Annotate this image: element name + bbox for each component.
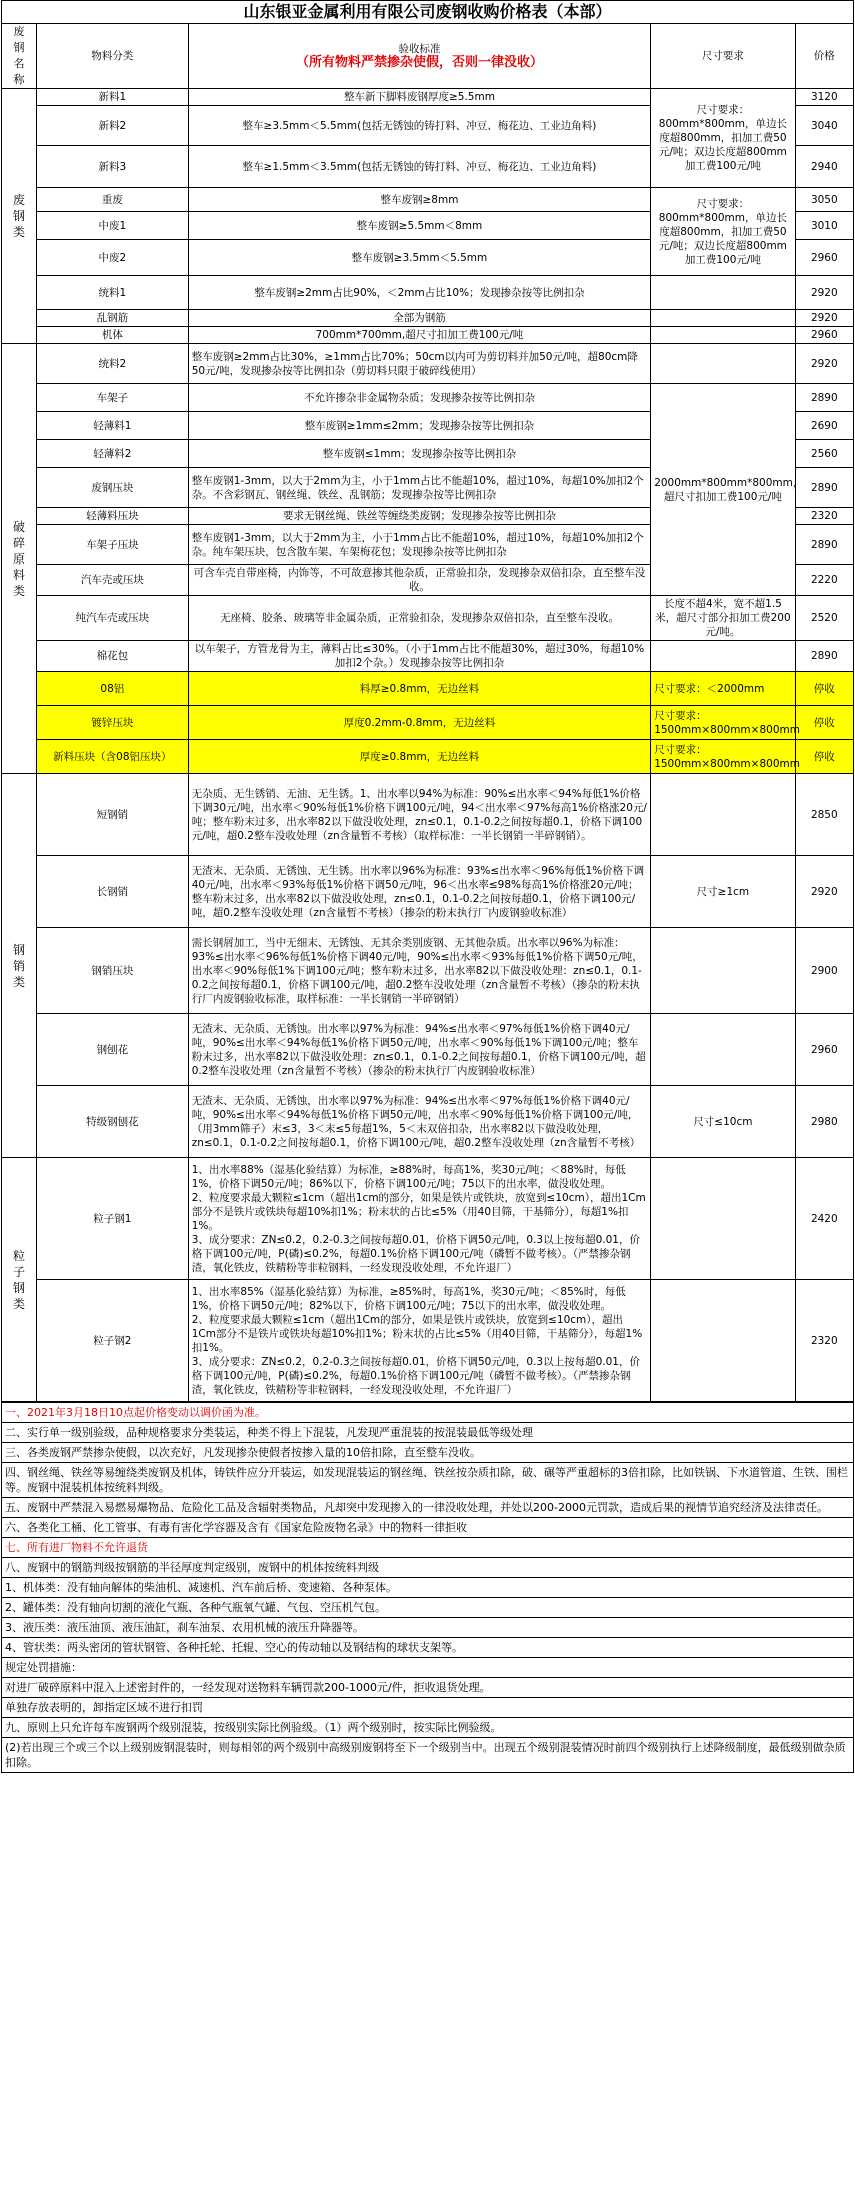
row-standard: 整车废钢≥8mm xyxy=(188,188,650,212)
row-price: 3040 xyxy=(795,106,853,146)
table-row xyxy=(2,596,854,641)
row-standard: 整车≥3.5mm＜5.5mm(包括无锈蚀的铸打料、冲豆、梅花边、工业边角料) xyxy=(188,106,650,146)
group-granular: 粒子钢类 xyxy=(2,1158,37,1402)
row-standard: 可含车壳自带座椅，内饰等，不可故意掺其他杂质，正常验扣杂，发现掺杂双倍扣杂，直至整车没收。 xyxy=(188,565,650,596)
row-size: 长度不超4米，宽不超1.5米，超尺寸部分扣加工费200元/吨。 xyxy=(651,596,795,641)
row-name: 机体 xyxy=(37,327,189,344)
row-name: 粒子钢1 xyxy=(37,1158,189,1280)
row-name: 特级钢刨花 xyxy=(37,1086,189,1158)
row-price: 2920 xyxy=(795,276,853,310)
row-price: 3120 xyxy=(795,89,853,106)
row-size: 尺寸≥1cm xyxy=(651,856,795,928)
row-standard: 整车废钢≤1mm；发现掺杂按等比例扣杂 xyxy=(188,440,650,468)
table-row xyxy=(2,188,854,212)
note-row xyxy=(2,1718,854,1738)
row-price: 2850 xyxy=(795,774,853,856)
row-size: 尺寸要求：＜2000mm xyxy=(651,672,795,706)
row-standard: 整车废钢≥2mm占比30%，≥1mm占比70%；50cm以内可为剪切料并加50元/吨，超80cm降50元/吨，发现掺杂按等比例扣杂（剪切料只限于破碎线使用） xyxy=(188,344,650,384)
row-price: 2960 xyxy=(795,240,853,276)
row-name: 棉花包 xyxy=(37,641,189,672)
row-name: 轻薄料压块 xyxy=(37,508,189,525)
note-row xyxy=(2,1598,854,1618)
row-price: 2890 xyxy=(795,525,853,565)
row-standard: 700mm*700mm,超尺寸扣加工费100元/吨 xyxy=(188,327,650,344)
row-standard: 1、出水率88%（湿基化验结算）为标准，≥88%时，每高1%，奖30元/吨；＜88%时，每低1%，价格下调50元/吨；86%以下，价格下调100元/吨；75以下的出水率，做没收处理。 2、粒度要求最大颗粒≤1cm（超出1cm的部分，如果是铁片或铁块，放宽到≤10cm），超出1Cm部分不是铁片或铁块每超10%扣1%；粉末状的占比≤5%（用40目筛，干基筛分），每超1%扣1%。 3、成分要求：ZN≤0.2，0.2-0.3之间按每超0.01，价格下调50元/吨，0.3以上按每超0.01，价格下调100元/吨，P(磷)≤0.2%，每超0.1%价格下调100元/吨（磷暂不做考核）。（严禁掺杂钢渣，氧化铁皮，铁精粉等非粒钢料，一经发现没收处理，不允许退厂） xyxy=(188,1158,650,1280)
row-price: 2960 xyxy=(795,1014,853,1086)
note-text: 一、2021年3月18日10点起价格变动以调价函为准。 xyxy=(2,1403,854,1423)
row-size xyxy=(651,1158,795,1280)
note-row xyxy=(2,1658,854,1678)
row-size: 尺寸要求：1500mm×800mm×800mm xyxy=(651,706,795,740)
header-size: 尺寸要求 xyxy=(651,24,795,89)
table-row xyxy=(2,1280,854,1402)
row-price: 2920 xyxy=(795,856,853,928)
note-text: 对进厂破碎原料中混入上述密封件的，一经发现对送物料车辆罚款200-1000元/件，拒收退货处理。 xyxy=(2,1678,854,1698)
row-size: 尺寸≤10cm xyxy=(651,1086,795,1158)
table-row xyxy=(2,1014,854,1086)
row-name: 乱钢筋 xyxy=(37,310,189,327)
table-row xyxy=(2,740,854,774)
row-name: 轻薄料2 xyxy=(37,440,189,468)
table-row xyxy=(2,89,854,106)
row-name: 钢销压块 xyxy=(37,928,189,1014)
row-standard: 整车废钢≥3.5mm＜5.5mm xyxy=(188,240,650,276)
note-text: (2)若出现三个或三个以上级别废钢混装时，则每相邻的两个级别中高级别废钢将至下一个级别当中。出现五个级别混装情况时前四个级别执行上述降级制度，最低级别做杂质扣除。 xyxy=(2,1738,854,1773)
row-size: 尺寸要求：1500mm×800mm×800mm xyxy=(651,740,795,774)
note-text: 三、各类废钢严禁掺杂使假，以次充好，凡发现掺杂使假者按掺入量的10倍扣除，直至整车没收。 xyxy=(2,1443,854,1463)
note-text: 四、钢丝绳、铁丝等易缠绕类废钢及机体，铸铁件应分开装运，如发现混装运的钢丝绳、铁丝按杂质扣除，破、碾等严重超标的3倍扣除，比如铁锅、下水道管道、生铁、围栏等。废钢中混装机体按统料判级。 xyxy=(2,1463,854,1498)
note-text: 1、机体类：没有轴向解体的柴油机、减速机、汽车前后桥、变速箱、各种泵体。 xyxy=(2,1578,854,1598)
row-standard: 无渣末、无杂质、无锈蚀、无生锈。出水率以96%为标准：93%≤出水率＜96%每低1%价格下调40元/吨，出水率＜93%每低1%价格下调50元/吨，96＜出水率≤98%每高1%价格涨20元/吨；整车粉末过多，出水率82以下做没收处理，zn≤0.1，0.1-0.2之间按每超0.1，价格下调100元/吨，超0.2整车没收处理（zn含量暂不考核）（掺杂的粉末执行厂内废钢验收标准） xyxy=(188,856,650,928)
table-row xyxy=(2,706,854,740)
row-name: 汽车壳或压块 xyxy=(37,565,189,596)
row-standard: 厚度≥0.8mm，无边丝料 xyxy=(188,740,650,774)
row-standard: 整车废钢≥2mm占比90%，＜2mm占比10%；发现掺杂按等比例扣杂 xyxy=(188,276,650,310)
row-standard: 全部为钢筋 xyxy=(188,310,650,327)
row-standard: 1、出水率85%（湿基化验结算）为标准，≥85%时，每高1%，奖30元/吨；＜85%时，每低1%，价格下调50元/吨；82%以下，价格下调100元/吨；75以下的出水率，做没收处理。 2、粒度要求最大颗粒≤1cm（超出1Cm的部分，如果是铁片或铁块，放宽到≤10cm），超出1Cm部分不是铁片或铁块每超10%扣1%；粉末状的占比≤5%（用40目筛，干基筛分），每超1%扣1%。 3、成分要求：ZN≤0.2，0.2-0.3之间按每超0.01，价格下调50元/吨，0.3以上按每超0.01，价格下调100元/吨，P(磷)≤0.2%，每超0.1%价格下调100元/吨（磷暂不做考核）。（严禁掺杂钢渣，氧化铁皮，铁精粉等非粒钢料，一经发现没收处理，不允许退厂） xyxy=(188,1280,650,1402)
row-standard: 无渣末、无杂质、无锈蚀。出水率以97%为标准：94%≤出水率＜97%每低1%价格下调40元/吨，90%≤出水率＜94%每低1%价格下调50元/吨，出水率＜90%每低1%下调100元/吨；整车粉末过多，出水率82以下做没收处理：zn≤0.1，0.1-0.2之间按每超0.1，价格下调100元/吨，超0.2整车没收处理（zn含量暂不考核）（掺杂的粉末执行厂内废钢验收标准） xyxy=(188,1014,650,1086)
note-row xyxy=(2,1678,854,1698)
row-price: 停收 xyxy=(795,706,853,740)
notes-table xyxy=(1,1402,854,1773)
table-row xyxy=(2,1158,854,1280)
row-size: 尺寸要求：800mm*800mm，单边长度超800mm，扣加工费50元/吨；双边长度超800mm加工费100元/吨 xyxy=(651,188,795,276)
group-scrap: 废钢类 xyxy=(2,89,37,344)
note-row xyxy=(2,1538,854,1558)
table-row xyxy=(2,276,854,310)
header-standard: 验收标准 （所有物料严禁掺杂使假，否则一律没收） xyxy=(188,24,650,89)
row-name: 新料1 xyxy=(37,89,189,106)
price-sheet xyxy=(1,0,854,1773)
row-name: 中废1 xyxy=(37,212,189,240)
note-row xyxy=(2,1498,854,1518)
header-row xyxy=(2,24,854,89)
row-price: 3050 xyxy=(795,188,853,212)
table-row xyxy=(2,856,854,928)
row-price: 2960 xyxy=(795,327,853,344)
row-price: 2900 xyxy=(795,928,853,1014)
note-row xyxy=(2,1698,854,1718)
note-text: 九、原则上只允许每车废钢两个级别混装，按级别实际比例验级。（1）两个级别时，按实际比例验级。 xyxy=(2,1718,854,1738)
row-standard: 整车废钢1-3mm，以大于2mm为主，小于1mm占比不能超10%，超过10%，每超10%加扣2个杂。纯车架压块，包含散车架、车架梅花包；发现掺杂按等比例扣杂 xyxy=(188,525,650,565)
row-name: 车架子压块 xyxy=(37,525,189,565)
row-size xyxy=(651,928,795,1014)
row-name: 镀锌压块 xyxy=(37,706,189,740)
row-price: 2980 xyxy=(795,1086,853,1158)
table-row xyxy=(2,344,854,384)
note-row xyxy=(2,1443,854,1463)
group-turnings: 钢销类 xyxy=(2,774,37,1158)
row-standard: 需长钢屑加工，当中无细末、无锈蚀、无其余类别废钢、无其他杂质。出水率以96%为标准：93%≤出水率＜96%每低1%价格下调40元/吨，90%≤出水率＜93%每低1%价格下调50元/吨，出水率＜90%每低1%下调100元/吨；整车粉末过多，出水率82以下做没收处理：zn≤0.1，0.1-0.2之间按每超0.1，价格下调100元/吨，超0.2整车没收处理（zn含量暂不考核）（掺杂的粉末执行厂内废钢验收标准，取样标准：一半长钢销一半碎钢销） xyxy=(188,928,650,1014)
row-name: 08铝 xyxy=(37,672,189,706)
row-name: 轻薄料1 xyxy=(37,412,189,440)
row-standard: 整车新下脚料废钢厚度≥5.5mm xyxy=(188,89,650,106)
row-name: 车架子 xyxy=(37,384,189,412)
note-text: 二、实行单一级别验级，品种规格要求分类装运，种类不得上下混装，凡发现严重混装的按混装最低等级处理 xyxy=(2,1423,854,1443)
note-text: 五、废钢中严禁混入易燃易爆物品、危险化工品及含辐射类物品，凡却突中发现掺入的一律没收处理，并处以200-2000元罚款，造成后果的视情节追究经济及法律责任。 xyxy=(2,1498,854,1518)
row-price: 停收 xyxy=(795,672,853,706)
row-size: 2000mm*800mm*800mm，超尺寸扣加工费100元/吨 xyxy=(651,384,795,596)
row-price: 2690 xyxy=(795,412,853,440)
row-price: 2420 xyxy=(795,1158,853,1280)
note-text: 2、罐体类：没有轴向切割的液化气瓶、各种气瓶氧气罐、气包、空压机气包。 xyxy=(2,1598,854,1618)
note-text: 3、液压类：液压油顶、液压油缸，刹车油泵、农用机械的液压升降器等。 xyxy=(2,1618,854,1638)
row-name: 中废2 xyxy=(37,240,189,276)
header-price: 价格 xyxy=(795,24,853,89)
table-row xyxy=(2,774,854,856)
row-name: 新料3 xyxy=(37,146,189,188)
row-standard: 以车架子，方管龙骨为主，薄料占比≤30%。（小于1mm占比不能超30%，超过30%，每超10%加扣2个杂。）发现掺杂按等比例扣杂 xyxy=(188,641,650,672)
note-row xyxy=(2,1558,854,1578)
row-price: 2890 xyxy=(795,384,853,412)
row-price: 2320 xyxy=(795,508,853,525)
row-size xyxy=(651,1014,795,1086)
row-name: 新料压块（含08铝压块） xyxy=(37,740,189,774)
row-standard: 整车≥1.5mm＜3.5mm(包括无锈蚀的铸打料、冲豆、梅花边、工业边角料) xyxy=(188,146,650,188)
row-price: 2220 xyxy=(795,565,853,596)
row-standard: 无渣末、无杂质、无锈蚀，出水率以97%为标准：94%≤出水率＜97%每低1%价格下调40元/吨，90%≤出水率＜94%每低1%价格下调50元/吨，出水率＜90%每低1%价格下调100元/吨，（用3mm筛子）末≤3，3＜末≤5每超1%，5＜末双倍扣杂，出水率82以下做没收处理，zn≤0.1，0.1-0.2之间按每超0.1，价格下调100元/吨，超0.2整车没收处理（zn含量暂不考核） xyxy=(188,1086,650,1158)
row-standard: 要求无钢丝绳、铁丝等缠绕类废钢；发现掺杂按等比例扣杂 xyxy=(188,508,650,525)
row-standard: 整车废钢≥1mm≤2mm；发现掺杂按等比例扣杂 xyxy=(188,412,650,440)
table-row xyxy=(2,327,854,344)
row-size xyxy=(651,641,795,672)
row-size xyxy=(651,344,795,384)
note-text: 七、所有进厂物料不允许退货 xyxy=(2,1538,854,1558)
row-name: 钢刨花 xyxy=(37,1014,189,1086)
row-standard: 不允许掺杂非金属物杂质；发现掺杂按等比例扣杂 xyxy=(188,384,650,412)
row-standard: 厚度0.2mm-0.8mm，无边丝料 xyxy=(188,706,650,740)
header-material: 物料分类 xyxy=(37,24,189,89)
table-row xyxy=(2,1086,854,1158)
row-price: 停收 xyxy=(795,740,853,774)
row-name: 重废 xyxy=(37,188,189,212)
row-price: 2320 xyxy=(795,1280,853,1402)
row-standard: 无座椅、胶条、玻璃等非金属杂质，正常验扣杂，发现掺杂双倍扣杂，直至整车没收。 xyxy=(188,596,650,641)
row-price: 2520 xyxy=(795,596,853,641)
row-size xyxy=(651,310,795,327)
sheet-title: 山东银亚金属利用有限公司废钢收购价格表（本部） xyxy=(1,0,854,23)
row-size xyxy=(651,1280,795,1402)
standard-warning: （所有物料严禁掺杂使假，否则一律没收） xyxy=(295,55,543,70)
header-cat: 废钢名称 xyxy=(2,24,37,89)
row-name: 纯汽车壳或压块 xyxy=(37,596,189,641)
row-name: 统料1 xyxy=(37,276,189,310)
row-price: 2940 xyxy=(795,146,853,188)
row-size xyxy=(651,774,795,856)
note-row xyxy=(2,1738,854,1773)
note-row xyxy=(2,1463,854,1498)
table-row xyxy=(2,672,854,706)
note-text: 4、管状类：两头密闭的管状钢管、各种托轮、托辊、空心的传动轴以及钢结构的球状支架等。 xyxy=(2,1638,854,1658)
note-text: 六、各类化工桶、化工管事、有毒有害化学容器及含有《国家危险废物名录》中的物料一律拒收 xyxy=(2,1518,854,1538)
price-table xyxy=(1,23,854,1402)
note-row xyxy=(2,1578,854,1598)
row-name: 短钢销 xyxy=(37,774,189,856)
row-size xyxy=(651,276,795,310)
note-row xyxy=(2,1518,854,1538)
row-price: 2560 xyxy=(795,440,853,468)
row-name: 长钢销 xyxy=(37,856,189,928)
row-size xyxy=(651,327,795,344)
note-row xyxy=(2,1638,854,1658)
row-price: 3010 xyxy=(795,212,853,240)
note-text: 八、废钢中的钢筋判级按钢筋的半径厚度判定级别，废钢中的机体按统料判级 xyxy=(2,1558,854,1578)
table-row xyxy=(2,641,854,672)
table-row xyxy=(2,928,854,1014)
table-row xyxy=(2,384,854,412)
table-row xyxy=(2,310,854,327)
note-row xyxy=(2,1403,854,1423)
row-standard: 料厚≥0.8mm，无边丝料 xyxy=(188,672,650,706)
row-name: 新料2 xyxy=(37,106,189,146)
note-row xyxy=(2,1618,854,1638)
group-shred: 破碎原料类 xyxy=(2,344,37,774)
row-price: 2890 xyxy=(795,468,853,508)
note-text: 规定处罚措施： xyxy=(2,1658,854,1678)
note-text: 单独存放表明的，卸指定区域不进行扣罚 xyxy=(2,1698,854,1718)
row-name: 废钢压块 xyxy=(37,468,189,508)
row-price: 2920 xyxy=(795,344,853,384)
row-name: 统料2 xyxy=(37,344,189,384)
row-name: 粒子钢2 xyxy=(37,1280,189,1402)
row-standard: 整车废钢≥5.5mm＜8mm xyxy=(188,212,650,240)
row-price: 2920 xyxy=(795,310,853,327)
row-size: 尺寸要求：800mm*800mm，单边长度超800mm，扣加工费50元/吨；双边长度超800mm加工费100元/吨 xyxy=(651,89,795,188)
note-row xyxy=(2,1423,854,1443)
row-price: 2890 xyxy=(795,641,853,672)
row-standard: 无杂质、无生锈销、无油、无生锈。1、出水率以94%为标准：90%≤出水率＜94%每低1%价格下调30元/吨，出水率＜90%每低1%价格下调100元/吨，94＜出水率＜97%每高1%价格涨20元/吨；整车粉末过多，出水率82以下做没收处理，zn≤0.1，0.1-0.2之间按每超0.1，价格下调100元/吨，超0.2整车没收处理（zn含量暂不考核）（取样标准：一半长钢销一半碎钢销）。 xyxy=(188,774,650,856)
row-standard: 整车废钢1-3mm，以大于2mm为主，小于1mm占比不能超10%，超过10%，每超10%加扣2个杂。不含彩钢瓦、钢丝绳、铁丝、乱钢筋；发现掺杂按等比例扣杂 xyxy=(188,468,650,508)
